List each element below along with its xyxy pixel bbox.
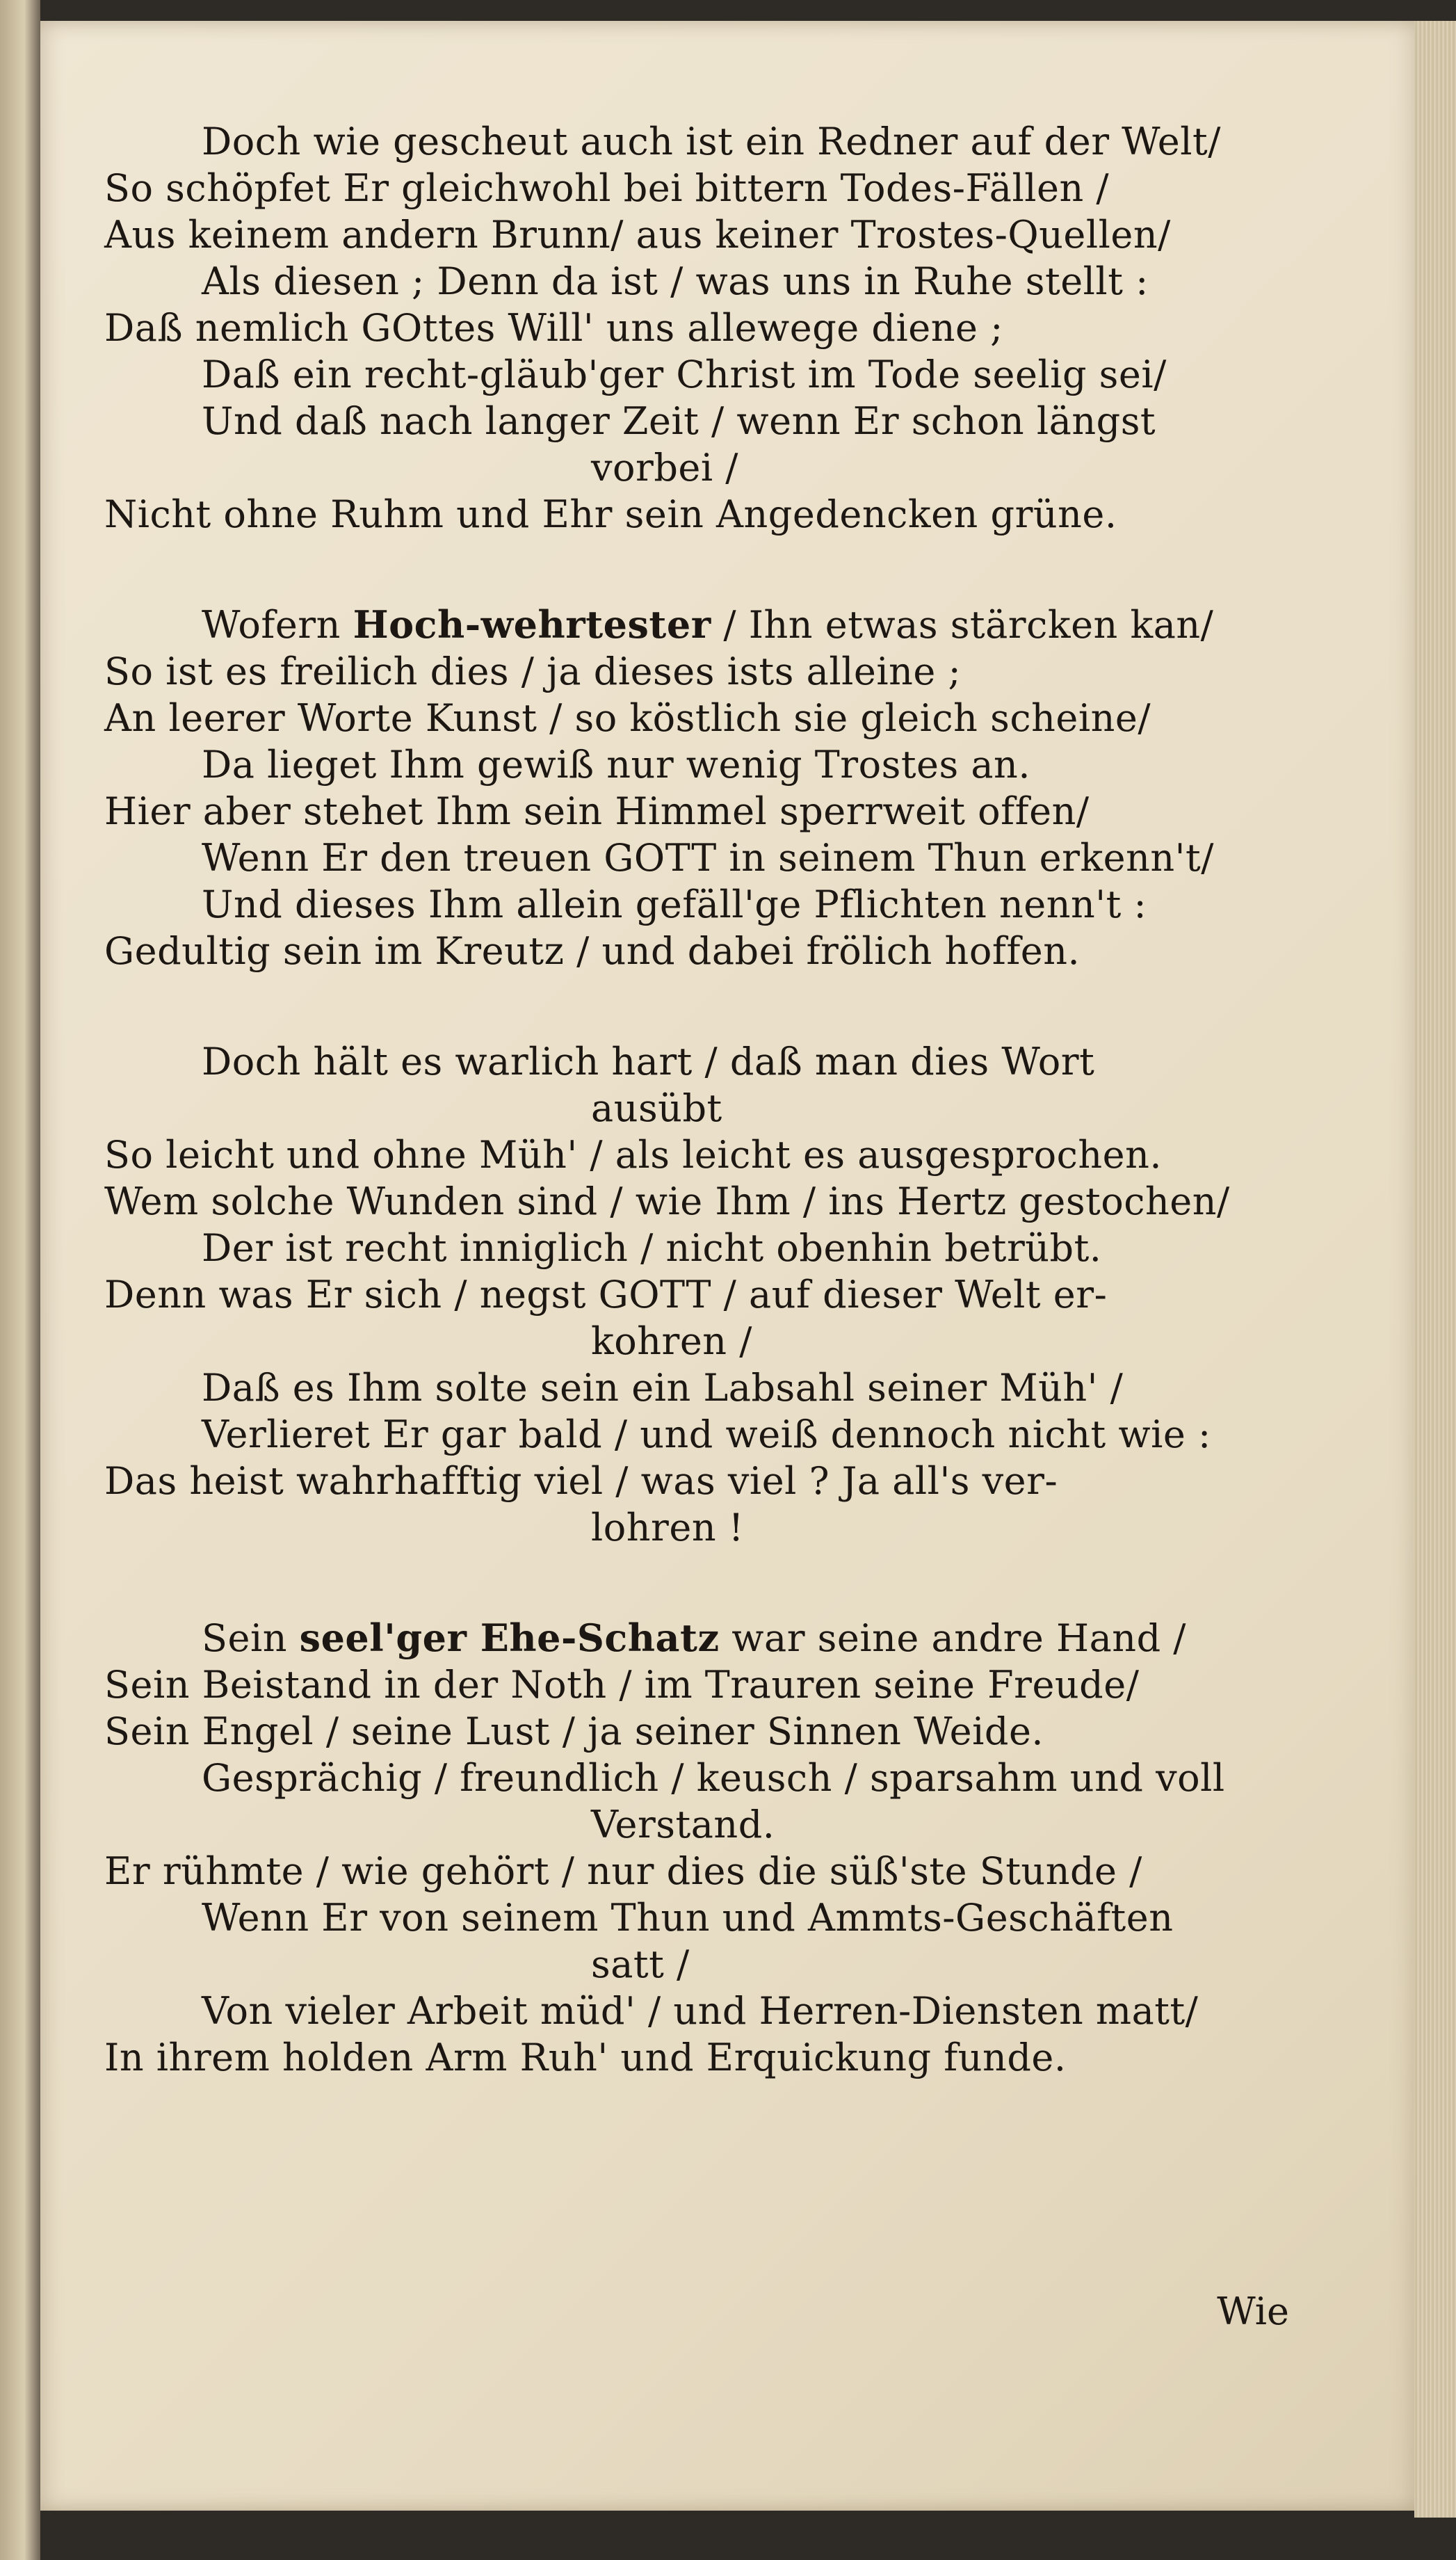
verse-text: So ist es freilich dies / ja dieses ists alleine ; [104, 650, 962, 693]
verse-text: Wofern [202, 603, 353, 647]
verse-text: In ihrem holden Arm Ruh' und Erquickung funde. [104, 2036, 1067, 2079]
verse-line [104, 1661, 1300, 1708]
verse-text: Das heist wahrhafftig viel / was viel ? Ja all's ver- [104, 1459, 1058, 1503]
verse-text: Hier aber stehet Ihm sein Himmel sperrweit offen/ [104, 789, 1090, 833]
page-stack-edge [1414, 21, 1456, 2518]
stanza [104, 1038, 1300, 1551]
verse-text: Und dieses Ihm allein gefäll'ge Pflichten nenn't : [202, 883, 1147, 926]
verse-line [104, 835, 1300, 881]
verse-text: Sein [202, 1616, 300, 1660]
verse-text: Gedultig sein im Kreutz / und dabei frölich hoffen. [104, 929, 1081, 973]
poem-text [104, 118, 1300, 2145]
verse-line [104, 1271, 1300, 1318]
verse-line [104, 788, 1300, 835]
catchword: Wie [1217, 2289, 1289, 2333]
verse-line [104, 351, 1300, 398]
stanza [104, 1615, 1300, 2081]
verse-text-continued: / Ihn etwas stärcken kan/ [711, 603, 1214, 647]
verse-line [104, 602, 1300, 648]
verse-text: Und daß nach langer Zeit / wenn Er schon längst [202, 399, 1156, 443]
verse-text: vorbei / [591, 446, 738, 490]
emphasized-text: Hoch-wehrtester [353, 602, 711, 647]
verse-line [104, 1364, 1300, 1411]
verse-text: Wem solche Wunden sind / wie Ihm / ins Hertz gestochen/ [104, 1180, 1230, 1223]
verse-line [104, 398, 1300, 444]
verse-text: Denn was Er sich / negst GOTT / auf dieser Welt er- [104, 1273, 1108, 1317]
verse-line [104, 444, 1300, 491]
verse-line [104, 1458, 1300, 1504]
verse-text: Verlieret Er gar bald / und weiß dennoch nicht wie : [202, 1412, 1211, 1456]
verse-text: Daß nemlich GOttes Will' uns allewege diene ; [104, 306, 1003, 350]
verse-line [104, 928, 1300, 974]
verse-text: Daß es Ihm solte sein ein Labsahl seiner Müh' / [202, 1366, 1124, 1410]
verse-line [104, 1038, 1300, 1085]
verse-text-continued: war seine andre Hand / [719, 1616, 1186, 1660]
left-page-edge [0, 0, 40, 2560]
verse-text: ausübt [591, 1086, 722, 1130]
verse-line [104, 491, 1300, 538]
verse-line [104, 1085, 1300, 1132]
verse-line [104, 1801, 1300, 1848]
verse-text: satt / [591, 1942, 690, 1986]
verse-line [104, 1411, 1300, 1458]
verse-line [104, 695, 1300, 741]
verse-text: Sein Beistand in der Noth / im Trauren seine Freude/ [104, 1663, 1140, 1707]
verse-text: Nicht ohne Ruhm und Ehr sein Angedencken grüne. [104, 492, 1117, 536]
verse-text: Wenn Er den treuen GOTT in seinem Thun erkenn't/ [202, 836, 1214, 880]
verse-text: Der ist recht inniglich / nicht obenhin betrübt. [202, 1226, 1102, 1270]
verse-text: Von vieler Arbeit müd' / und Herren-Diensten matt/ [202, 1989, 1199, 2033]
verse-line [104, 165, 1300, 211]
verse-line [104, 648, 1300, 695]
verse-text: Doch hält es warlich hart / daß man dies Wort [202, 1040, 1095, 1084]
verse-line [104, 881, 1300, 928]
verse-text: Gesprächig / freundlich / keusch / sparsahm und voll [202, 1756, 1225, 1800]
verse-line [104, 741, 1300, 788]
verse-line [104, 1178, 1300, 1225]
verse-line [104, 1941, 1300, 1988]
emphasized-text: seel'ger Ehe-Schatz [299, 1616, 720, 1660]
verse-text: Er rühmte / wie gehört / nur dies die süß'ste Stunde / [104, 1849, 1142, 1893]
verse-text: Wenn Er von seinem Thun und Ammts-Geschäften [202, 1896, 1174, 1940]
verse-text: So leicht und ohne Müh' / als leicht es ausgesprochen. [104, 1133, 1163, 1177]
verse-line [104, 211, 1300, 258]
verse-line [104, 1708, 1300, 1755]
verse-line [104, 1755, 1300, 1801]
verse-text: Doch wie gescheut auch ist ein Redner auf der Welt/ [202, 120, 1221, 163]
verse-line [104, 305, 1300, 351]
verse-text: Verstand. [591, 1803, 775, 1846]
verse-line [104, 1504, 1300, 1551]
verse-line [104, 258, 1300, 305]
verse-line [104, 1848, 1300, 1894]
verse-text: So schöpfet Er gleichwohl bei bittern Todes-Fällen / [104, 166, 1110, 210]
verse-line [104, 1615, 1300, 1661]
verse-line [104, 1318, 1300, 1364]
verse-text: An leerer Worte Kunst / so köstlich sie gleich scheine/ [104, 696, 1151, 740]
verse-line [104, 118, 1300, 165]
verse-line [104, 1988, 1300, 2034]
verse-text: Sein Engel / seine Lust / ja seiner Sinnen Weide. [104, 1709, 1044, 1753]
stanza [104, 602, 1300, 974]
verse-line [104, 1132, 1300, 1178]
verse-text: Da lieget Ihm gewiß nur wenig Trostes an. [202, 743, 1030, 787]
verse-line [104, 1894, 1300, 1941]
verse-text: Aus keinem andern Brunn/ aus keiner Trostes-Quellen/ [104, 213, 1171, 257]
verse-text: Daß ein recht-gläub'ger Christ im Tode seelig sei/ [202, 353, 1167, 396]
verse-line [104, 2034, 1300, 2081]
stanza [104, 118, 1300, 538]
verse-text: Als diesen ; Denn da ist / was uns in Ruhe stellt : [202, 259, 1149, 303]
verse-text: lohren ! [591, 1506, 744, 1549]
verse-text: kohren / [591, 1319, 752, 1363]
verse-line [104, 1225, 1300, 1271]
